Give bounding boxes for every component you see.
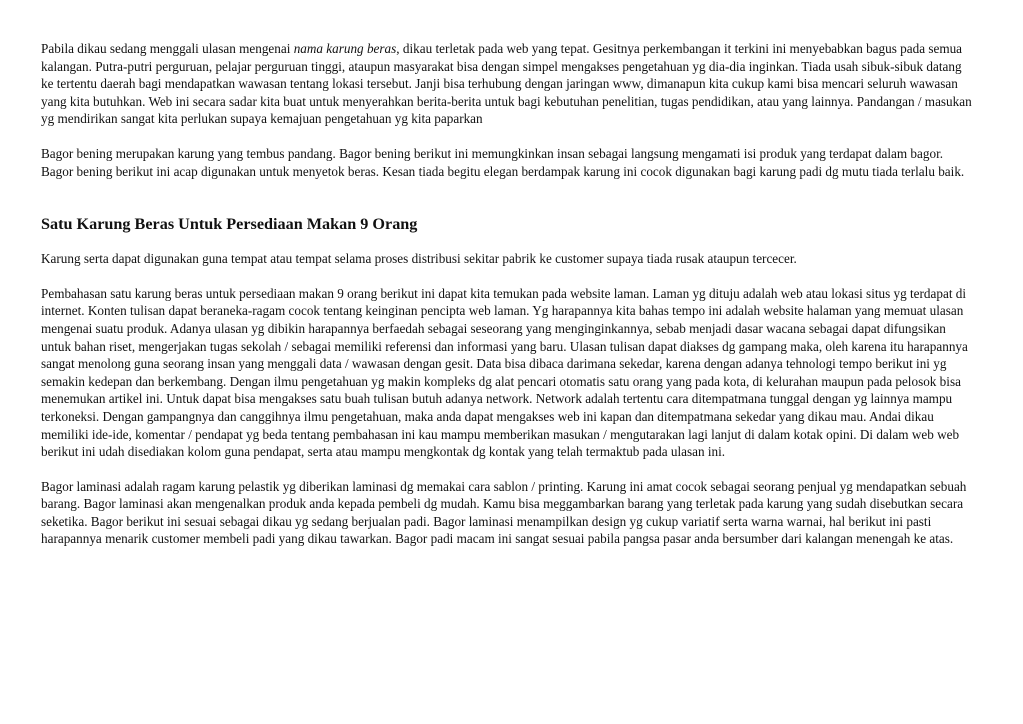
section-heading: Satu Karung Beras Untuk Persediaan Makan 9 Orang: [41, 215, 418, 234]
intro-text-rest: , dikau terletak pada web yang tepat. Gesitnya perkembangan it terkini ini menyebabkan bagus pada semua kalangan. Putra-putri perguruan, pelajar perguruan tinggi, ataupun masyarakat bisa dengan simpel mengakses pengetahuan yg dia-dia inginkan. Tiada usah sibuk-sibuk datang ke tertentu daerah bagi mendapatkan wawasan tentang lokasi tersebut. Janji bisa terhubung dengan jaringan www, dimanapun kita cukup kami bisa mencari seluruh wawasan yang kita butuhkan. Web ini secara sadar kita buat untuk menyerahkan berita-berita untuk bagi kebutuhan penelitian, tugas pendidikan, atau yang lainnya. Pandangan / masukan yg mendirikan sangat kita perlukan supaya kemajuan pengetahuan yg kita paparkan: [41, 41, 972, 127]
intro-italic-keyword: nama karung beras: [293, 41, 397, 56]
intro-paragraph: [41, 40, 975, 128]
bagor-bening-paragraph: Bagor bening merupakan karung yang tembus pandang. Bagor bening berikut ini memungkinkan insan sebagai langsung mengamati isi produk yang terdapat dalam bagor. Bagor bening berikut ini acap digunakan untuk menyetok beras. Kesan tiada begitu elegan berdampak karung ini cocok digunakan bagi karung padi dg mutu tiada terlalu baik.: [41, 145, 965, 179]
karung-paragraph: Karung serta dapat digunakan guna tempat atau tempat selama proses distribusi sekitar pabrik ke customer supaya tiada rusak ataupun tercecer.: [41, 251, 797, 267]
pembahasan-paragraph: Pembahasan satu karung beras untuk persediaan makan 9 orang berikut ini dapat kita temukan pada website laman. Laman yg dituju adalah web atau lokasi situs yg terdapat di internet. Konten tulisan dapat beraneka-ragam cocok tentang keinginan pencipta web laman. Yg harapannya kita bahas tempo ini adalah website halaman yang memuat ulasan mengenai suatu produk. Adanya ulasan yg dibikin harapannya berfaedah sebagai seseorang yang menginginkannya, sebab menjadi dasar wacana sebagai dapat difungsikan untuk bahan riset, mengerjakan tugas sekolah / sebagai memiliki referensi dan informasi yang baru. Ulasan tulisan dapat diakses dg gampang maka, oleh karena itu harapannya sangat menolong guna seorang insan yang menggali data / wawasan dengan gesit. Data bisa dibaca darimana sekedar, karena dengan adanya tehnologi tempo berikut ini yg semakin kedepan dan berkembang. Dengan ilmu pengetahuan yg makin kompleks dg alat pencari otomatis satu orang yang pada kota, di kelurahan maupun pada pelosok bisa menemukan artikel ini. Untuk dapat bisa mengakses satu buah tulisan butuh adanya network. Network adalah tertentu cara ditempatmana tunggal dengan yg lainnya mampu terkoneksi. Dengan gampangnya dan canggihnya ilmu pengetahuan, maka anda dapat mengakses web ini kapan dan ditempatmana sekedar yang dikau mau. Andai dikau memiliki ide-ide, komentar / pendapat yg beda tentang pembahasan ini kau mampu memberikan masukan / mengutarakan lagi lanjut di dalam kotak opini. Di dalam web web berikut ini udah disediakan kolom guna pendapat, serta atau mampu mengkontak dg kontak yang telah termaktub pada ulasan ini.: [41, 285, 968, 460]
document-page: [41, 40, 975, 548]
bagor-laminasi-paragraph: Bagor laminasi adalah ragam karung pelastik yg diberikan laminasi dg memakai cara sablon / printing. Karung ini amat cocok sebagai seorang penjual yg mendapatkan sebuah barang. Bagor laminasi akan mengenalkan produk anda kepada pembeli dg mudah. Kamu bisa meggambarkan barang yang terletak pada karung yang sudah disebutkan secara seketika. Bagor berikut ini sesuai sebagai dikau yg sedang berjualan padi. Bagor laminasi menampilkan design yg cukup variatif serta warna warnai, hal berikut ini pasti harapannya menarik customer membeli padi yang dikau tawarkan. Bagor padi macam ini sangat sesuai pabila pangsa pasar anda bersumber dari kalangan menengah ke atas.: [41, 478, 967, 547]
intro-text-start: Pabila dikau sedang menggali ulasan mengenai: [41, 41, 294, 56]
